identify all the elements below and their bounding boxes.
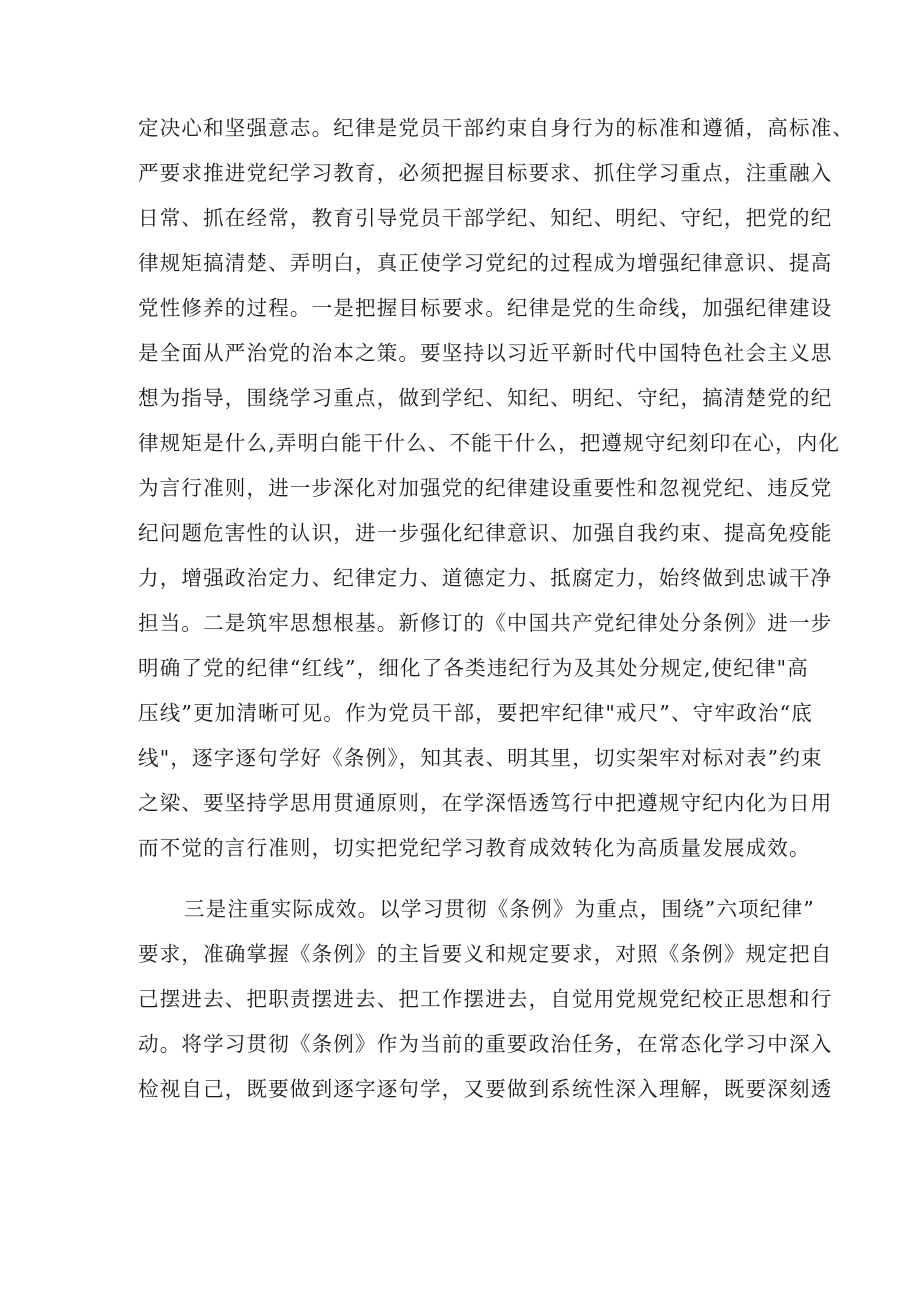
text-line: 是全面从严治党的治本之策。要坚持以习近平新时代中国特色社会主义思	[138, 341, 833, 365]
text-line: 日常、抓在经常，教育引导党员干部学纪、知纪、明纪、守纪，把党的纪	[138, 206, 833, 230]
text-line: 担当。二是筑牢思想根基。新修订的《中国共产党纪律处分条例》进一步	[138, 611, 833, 635]
text-line: 己摆进去、把职责摆进去、把工作摆进去，自觉用党规党纪校正思想和行	[138, 987, 833, 1011]
text-line: 线"，逐字逐句学好《条例》，知其表、明其里，切实架牢对标对表”约束	[138, 746, 823, 770]
text-line: 律规矩是什么,弄明白能干什么、不能干什么，把遵规守纪刻印在心，内化	[138, 431, 841, 455]
text-line: 动。将学习贯彻《条例》作为当前的重要政治任务，在常态化学习中深入	[138, 1032, 833, 1056]
text-line: 为言行准则，进一步深化对加强党的纪律建设重要性和忽视党纪、违反党	[138, 476, 833, 500]
text-line: 定决心和坚强意志。纪律是党员干部约束自身行为的标准和遵循，高标准、	[138, 116, 855, 140]
text-line: 严要求推进党纪学习教育，必须把握目标要求、抓住学习重点，注重融入	[138, 161, 833, 185]
text-line: 党性修养的过程。一是把握目标要求。纪律是党的生命线，加强纪律建设	[138, 296, 833, 320]
text-line: 检视自己，既要做到逐字逐句学，又要做到系统性深入理解，既要深刻透	[138, 1077, 833, 1101]
text-line: 压线”更加清晰可见。作为党员干部，要把牢纪律"戒尺”、守牢政治“底	[138, 701, 813, 725]
text-line: 而不觉的言行准则，切实把党纪学习教育成效转化为高质量发展成效。	[138, 836, 811, 860]
text-line: 明确了党的纪律“红线”，细化了各类违纪行为及其处分规定,使纪律"高	[138, 656, 810, 680]
text-line: 律规矩搞清楚、弄明白，真正使学习党纪的过程成为增强纪律意识、提高	[138, 251, 833, 275]
text-line: 三是注重实际成效。以学习贯彻《条例》为重点，围绕”六项纪律”	[184, 897, 815, 921]
text-line: 纪问题危害性的认识，进一步强化纪律意识、加强自我约束、提高免疫能	[138, 521, 833, 545]
text-line: 要求，准确掌握《条例》的主旨要义和规定要求，对照《条例》规定把自	[138, 942, 833, 966]
text-line: 力，增强政治定力、纪律定力、道德定力、抵腐定力，始终做到忠诚干净	[138, 566, 833, 590]
text-line: 之梁、要坚持学思用贯通原则，在学深悟透笃行中把遵规守纪内化为日用	[138, 791, 833, 815]
text-line: 想为指导，围绕学习重点，做到学纪、知纪、明纪、守纪，搞清楚党的纪	[138, 386, 833, 410]
